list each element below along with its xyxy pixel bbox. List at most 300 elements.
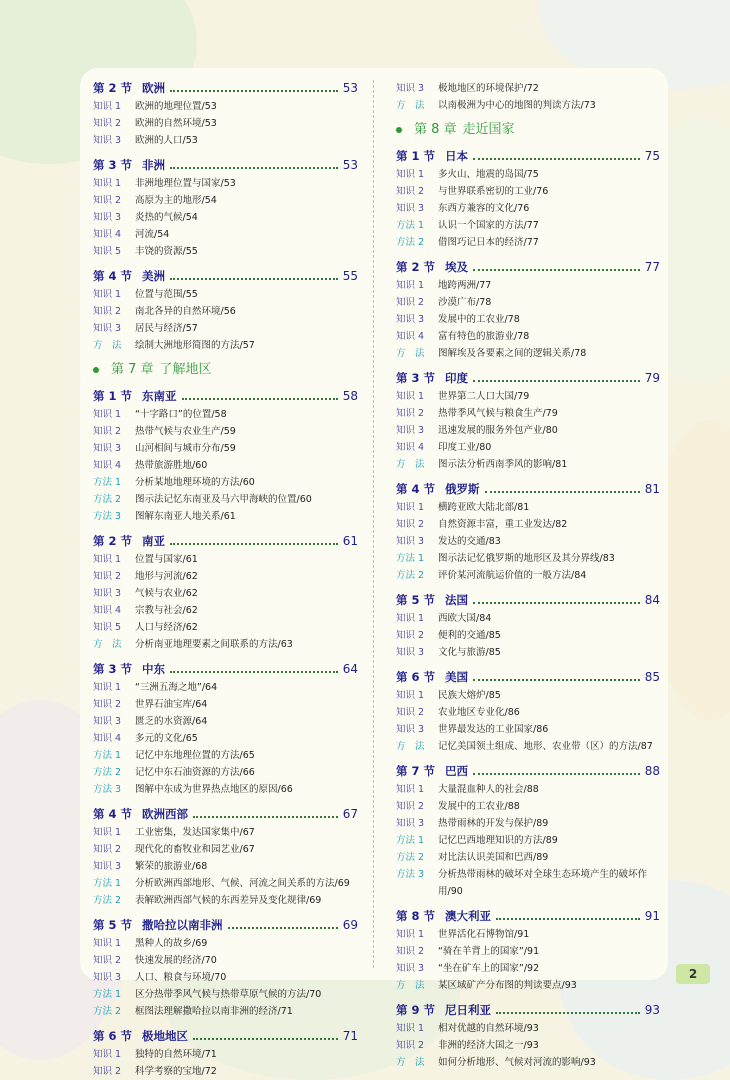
section-number: 第 6 节	[396, 670, 436, 684]
toc-entry[interactable]	[396, 311, 660, 328]
entry-text: 居民与经济/57	[135, 323, 198, 334]
section-heading[interactable]	[396, 148, 660, 166]
toc-entry[interactable]	[396, 183, 660, 200]
section-page: 84	[644, 593, 660, 607]
toc-entry[interactable]	[396, 439, 660, 456]
entry-label: 知识 2	[93, 699, 122, 710]
section-title: 印度	[445, 371, 469, 385]
entry-label: 知识 1	[396, 502, 425, 513]
toc-entry[interactable]	[93, 1003, 358, 1020]
section-heading[interactable]	[93, 917, 358, 935]
entry-text: 图解中东成为世界热点地区的原因/66	[135, 784, 293, 795]
entry-label: 知识 4	[93, 733, 122, 744]
leader-dots	[228, 927, 338, 929]
toc-entry[interactable]	[396, 345, 660, 362]
section-heading[interactable]	[93, 80, 358, 98]
entry-label: 知识 3	[93, 212, 122, 223]
toc-entry[interactable]	[396, 80, 660, 97]
entry-label: 知识 2	[396, 801, 425, 812]
entry-label: 方法 2	[396, 852, 425, 863]
entry-text: 图示法记忆东南亚及马六甲海峡的位置/60	[135, 494, 312, 505]
entry-text: 民族大熔炉/85	[438, 690, 501, 701]
entry-label: 知识 1	[396, 929, 425, 940]
leader-dots	[170, 167, 338, 169]
entry-text: 地形与河流/62	[135, 571, 198, 582]
section-number: 第 3 节	[396, 371, 436, 385]
entry-text: 工业密集，发达国家集中/67	[135, 827, 255, 838]
toc-entry[interactable]	[396, 550, 660, 567]
entry-label: 方 法	[93, 340, 122, 351]
toc-entry[interactable]	[93, 892, 358, 909]
entry-text: 热带旅游胜地/60	[135, 460, 208, 471]
section-number: 第 4 节	[93, 807, 133, 821]
chapter-heading	[396, 120, 660, 140]
section-heading[interactable]	[93, 806, 358, 824]
section-page: 64	[342, 662, 358, 676]
entry-text: 自然资源丰富，重工业发达/82	[438, 519, 568, 530]
entry-text: 记忆中东石油资源的方法/66	[135, 767, 255, 778]
leader-dots	[485, 491, 640, 493]
toc-entry[interactable]	[396, 977, 660, 994]
toc-entry[interactable]	[396, 1037, 660, 1054]
toc-entry[interactable]	[93, 303, 358, 320]
entry-text: 热带气候与农业生产/59	[135, 426, 236, 437]
toc-entry[interactable]	[396, 294, 660, 311]
leader-dots	[473, 380, 640, 382]
entry-label: 知识 3	[396, 818, 425, 829]
entry-label: 方法 2	[93, 1006, 122, 1017]
section-title: 欧洲西部	[142, 807, 189, 821]
entry-label: 方法 3	[93, 784, 122, 795]
toc-entry[interactable]	[396, 943, 660, 960]
entry-label: 方法 1	[93, 989, 122, 1000]
entry-label: 知识 2	[93, 306, 122, 317]
entry-label: 知识 1	[396, 169, 425, 180]
leader-dots	[496, 918, 640, 920]
entry-label: 方法 1	[396, 553, 425, 564]
section-number: 第 2 节	[93, 81, 133, 95]
entry-label: 知识 3	[93, 861, 122, 872]
entry-label: 方法 3	[93, 511, 122, 522]
toc-entry[interactable]	[396, 610, 660, 627]
entry-text: 文化与旅游/85	[438, 647, 501, 658]
entry-label: 知识 3	[396, 425, 425, 436]
entry-text: 某区域矿产分布图的判读要点/93	[438, 980, 577, 991]
toc-entry[interactable]	[93, 406, 358, 423]
leader-dots	[496, 1012, 640, 1014]
entry-label: 知识 5	[93, 246, 122, 257]
entry-label: 知识 2	[396, 297, 425, 308]
section-heading[interactable]	[93, 533, 358, 551]
toc-entry[interactable]	[93, 132, 358, 149]
entry-text: 发达的交通/83	[438, 536, 501, 547]
section-heading[interactable]	[93, 388, 358, 406]
section-heading[interactable]	[396, 908, 660, 926]
leader-dots	[473, 773, 640, 775]
entry-text: 非洲的经济大国之一/93	[438, 1040, 539, 1051]
entry-text: 相对优越的自然环境/93	[438, 1023, 539, 1034]
section-title: 日本	[445, 149, 469, 163]
toc-entry[interactable]	[396, 567, 660, 584]
entry-label: 方法 1	[93, 878, 122, 889]
entry-label: 方 法	[396, 980, 425, 991]
toc-entry[interactable]	[93, 226, 358, 243]
entry-text: 发展中的工农业/78	[438, 314, 520, 325]
toc-entry[interactable]	[93, 858, 358, 875]
toc-entry[interactable]	[93, 440, 358, 457]
toc-entry[interactable]	[93, 952, 358, 969]
section-page: 67	[342, 807, 358, 821]
toc-entry[interactable]	[396, 687, 660, 704]
section-title: 欧洲	[142, 81, 166, 95]
toc-entry[interactable]	[93, 969, 358, 986]
entry-label: 知识 2	[396, 946, 425, 957]
toc-entry[interactable]	[396, 166, 660, 183]
entry-label: 知识 2	[93, 1066, 122, 1077]
toc-entry[interactable]	[93, 320, 358, 337]
entry-text: 匮乏的水资源/64	[135, 716, 208, 727]
toc-entry[interactable]	[396, 1054, 660, 1071]
toc-entry[interactable]	[396, 499, 660, 516]
leader-dots	[170, 543, 338, 545]
toc-entry[interactable]	[93, 781, 358, 798]
leader-dots	[170, 90, 338, 92]
toc-entry[interactable]	[93, 602, 358, 619]
chapter-title: 了解地区	[159, 362, 212, 377]
toc-entry[interactable]	[93, 619, 358, 636]
toc-entry[interactable]	[396, 866, 660, 900]
toc-entry[interactable]	[93, 679, 358, 696]
section-heading[interactable]	[396, 370, 660, 388]
toc-entry[interactable]	[93, 175, 358, 192]
section-title: 美洲	[142, 269, 166, 283]
toc-entry[interactable]	[396, 234, 660, 251]
entry-text: 炎热的气候/54	[135, 212, 198, 223]
toc-entry[interactable]	[93, 1063, 358, 1080]
toc-left-column	[93, 80, 358, 1080]
section-page: 81	[644, 482, 660, 496]
entry-label: 方法 1	[396, 220, 425, 231]
section-number: 第 2 节	[93, 534, 133, 548]
toc-entry[interactable]	[396, 277, 660, 294]
toc-entry[interactable]	[396, 456, 660, 473]
entry-text: 繁荣的旅游业/68	[135, 861, 208, 872]
section-number: 第 5 节	[93, 918, 133, 932]
entry-label: 知识 1	[93, 101, 122, 112]
entry-label: 知识 3	[396, 203, 425, 214]
entry-text: 以南极洲为中心的地图的判读方法/73	[438, 100, 596, 111]
entry-label: 知识 3	[93, 323, 122, 334]
toc-entry[interactable]	[93, 115, 358, 132]
section-heading[interactable]	[396, 763, 660, 781]
section-number: 第 6 节	[93, 1029, 133, 1043]
entry-label: 方法 2	[93, 767, 122, 778]
toc-entry[interactable]	[93, 585, 358, 602]
section-number: 第 9 节	[396, 1003, 436, 1017]
entry-text: 山河相间与城市分布/59	[135, 443, 236, 454]
toc-entry[interactable]	[93, 1046, 358, 1063]
entry-label: 知识 1	[93, 1049, 122, 1060]
toc-entry[interactable]	[93, 935, 358, 952]
entry-label: 方法 3	[396, 869, 425, 880]
entry-text: 东西方兼容的文化/76	[438, 203, 530, 214]
entry-text: 非洲地理位置与国家/53	[135, 178, 236, 189]
section-heading[interactable]	[396, 1002, 660, 1020]
section-heading[interactable]	[396, 592, 660, 610]
section-page: 71	[342, 1029, 358, 1043]
entry-text: “三洲五海之地”/64	[135, 682, 218, 693]
entry-text: 位置与国家/61	[135, 554, 198, 565]
toc-entry[interactable]	[93, 841, 358, 858]
entry-label: 知识 3	[93, 972, 122, 983]
toc-entry[interactable]	[396, 217, 660, 234]
entry-text: 世界活化石博物馆/91	[438, 929, 530, 940]
leader-dots	[170, 671, 338, 673]
entry-text: 欧洲的人口/53	[135, 135, 198, 146]
page-number: 2	[676, 964, 710, 984]
section-heading[interactable]	[93, 661, 358, 679]
toc-entry[interactable]	[396, 328, 660, 345]
toc-entry[interactable]	[93, 636, 358, 653]
toc-entry[interactable]	[396, 798, 660, 815]
section-heading[interactable]	[93, 157, 358, 175]
section-title: 南亚	[142, 534, 166, 548]
entry-label: 知识 1	[93, 289, 122, 300]
section-number: 第 3 节	[93, 158, 133, 172]
entry-label: 知识 1	[396, 280, 425, 291]
entry-text: 沙漠广布/78	[438, 297, 492, 308]
entry-label: 方法 2	[396, 237, 425, 248]
entry-label: 方法 1	[396, 835, 425, 846]
entry-label: 知识 3	[93, 443, 122, 454]
entry-text: 图示法记忆俄罗斯的地形区及其分界线/83	[438, 553, 615, 564]
toc-entry[interactable]	[396, 926, 660, 943]
entry-text: 借图巧记日本的经济/77	[438, 237, 539, 248]
section-page: 93	[644, 1003, 660, 1017]
entry-text: 热带季风气候与粮食生产/79	[438, 408, 558, 419]
toc-entry[interactable]	[93, 764, 358, 781]
toc-entry[interactable]	[396, 200, 660, 217]
entry-text: 迅速发展的服务外包产业/80	[438, 425, 558, 436]
entry-text: 现代化的畜牧业和园艺业/67	[135, 844, 255, 855]
section-title: 俄罗斯	[445, 482, 480, 496]
entry-text: 位置与范围/55	[135, 289, 198, 300]
entry-text: 丰饶的资源/55	[135, 246, 198, 257]
toc-entry[interactable]	[396, 388, 660, 405]
section-number: 第 7 节	[396, 764, 436, 778]
section-page: 77	[644, 260, 660, 274]
section-page: 69	[342, 918, 358, 932]
entry-text: 高原为主的地形/54	[135, 195, 217, 206]
toc-entry[interactable]	[396, 960, 660, 977]
toc-entry[interactable]	[93, 192, 358, 209]
toc-entry[interactable]	[396, 97, 660, 114]
toc-entry[interactable]	[93, 568, 358, 585]
entry-label: 知识 4	[93, 460, 122, 471]
toc-entry[interactable]	[396, 627, 660, 644]
section-number: 第 2 节	[396, 260, 436, 274]
entry-text: 图解埃及各要素之间的逻辑关系/78	[438, 348, 587, 359]
toc-entry[interactable]	[396, 533, 660, 550]
section-heading[interactable]	[396, 259, 660, 277]
section-number: 第 4 节	[396, 482, 436, 496]
entry-label: 方法 2	[396, 570, 425, 581]
entry-label: 知识 2	[396, 519, 425, 530]
toc-entry[interactable]	[93, 423, 358, 440]
entry-label: 知识 2	[396, 1040, 425, 1051]
entry-text: 绘制大洲地形简图的方法/57	[135, 340, 255, 351]
toc-entry[interactable]	[93, 209, 358, 226]
entry-text: 富有特色的旅游业/78	[438, 331, 530, 342]
chapter-number: 第 7 章	[111, 362, 154, 377]
column-divider	[373, 80, 374, 968]
entry-text: 人口、粮食与环境/70	[135, 972, 227, 983]
entry-text: 记忆美国领土组成、地形、农业带（区）的方法/87	[438, 741, 653, 752]
toc-entry[interactable]	[93, 824, 358, 841]
chapter-bullet-icon	[93, 367, 99, 373]
entry-text: 印度工业/80	[438, 442, 492, 453]
entry-text: 区分热带季风气候与热带草原气候的方法/70	[135, 989, 322, 1000]
section-title: 非洲	[142, 158, 166, 172]
toc-entry[interactable]	[396, 644, 660, 661]
toc-entry[interactable]	[396, 721, 660, 738]
toc-entry[interactable]	[93, 98, 358, 115]
leader-dots	[473, 679, 640, 681]
entry-label: 知识 2	[93, 195, 122, 206]
entry-text: 欧洲的自然环境/53	[135, 118, 217, 129]
leader-dots	[193, 816, 338, 818]
entry-label: 知识 1	[396, 784, 425, 795]
toc-entry[interactable]	[93, 713, 358, 730]
entry-label: 知识 1	[396, 690, 425, 701]
toc-entry[interactable]	[396, 832, 660, 849]
toc-entry[interactable]	[396, 781, 660, 798]
chapter-bullet-icon	[396, 127, 402, 133]
section-page: 53	[342, 158, 358, 172]
entry-text: 科学考察的宝地/72	[135, 1066, 217, 1077]
entry-label: 方法 2	[93, 494, 122, 505]
entry-label: 知识 3	[396, 314, 425, 325]
toc-entry[interactable]	[396, 849, 660, 866]
section-heading[interactable]	[396, 669, 660, 687]
entry-text: 发展中的工农业/88	[438, 801, 520, 812]
entry-text: 横跨亚欧大陆北部/81	[438, 502, 530, 513]
chapter-heading	[93, 360, 358, 380]
entry-label: 知识 5	[93, 622, 122, 633]
section-title: 撒哈拉以南非洲	[142, 918, 223, 932]
toc-entry[interactable]	[396, 422, 660, 439]
entry-text: 河流/54	[135, 229, 170, 240]
entry-label: 知识 1	[93, 178, 122, 189]
section-number: 第 3 节	[93, 662, 133, 676]
toc-entry[interactable]	[93, 337, 358, 354]
entry-label: 知识 2	[396, 630, 425, 641]
section-page: 58	[342, 389, 358, 403]
entry-label: 知识 4	[93, 229, 122, 240]
entry-label: 知识 2	[93, 426, 122, 437]
toc-entry[interactable]	[93, 986, 358, 1003]
section-heading[interactable]	[93, 1028, 358, 1046]
entry-text: 记忆巴西地理知识的方法/89	[438, 835, 558, 846]
entry-text: 图示法分析西南季风的影响/81	[438, 459, 568, 470]
toc-entry[interactable]	[93, 286, 358, 303]
section-page: 61	[342, 534, 358, 548]
section-heading[interactable]	[396, 481, 660, 499]
entry-text: 世界石油宝库/64	[135, 699, 208, 710]
toc-entry[interactable]	[396, 704, 660, 721]
leader-dots	[193, 1038, 338, 1040]
section-number: 第 1 节	[93, 389, 133, 403]
section-number: 第 4 节	[93, 269, 133, 283]
entry-text: 气候与农业/62	[135, 588, 198, 599]
chapter-number: 第 8 章	[414, 122, 457, 137]
entry-text: 分析某地地理环境的方法/60	[135, 477, 255, 488]
entry-label: 知识 2	[93, 571, 122, 582]
toc-entry[interactable]	[93, 551, 358, 568]
toc-entry[interactable]	[396, 1020, 660, 1037]
entry-label: 知识 1	[93, 938, 122, 949]
entry-label: 知识 1	[93, 554, 122, 565]
entry-label: 知识 4	[396, 442, 425, 453]
toc-entry[interactable]	[93, 696, 358, 713]
entry-text: 快速发展的经济/70	[135, 955, 217, 966]
section-heading[interactable]	[93, 268, 358, 286]
section-page: 85	[644, 670, 660, 684]
entry-label: 方 法	[396, 741, 425, 752]
entry-label: 方法 2	[93, 895, 122, 906]
section-title: 巴西	[445, 764, 469, 778]
leader-dots	[473, 158, 640, 160]
section-title: 中东	[142, 662, 166, 676]
entry-text: 对比法认识美国和巴西/89	[438, 852, 549, 863]
entry-label: 知识 2	[93, 118, 122, 129]
leader-dots	[473, 269, 640, 271]
toc-entry[interactable]	[93, 491, 358, 508]
toc-entry[interactable]	[93, 875, 358, 892]
entry-label: 知识 3	[93, 588, 122, 599]
toc-entry[interactable]	[93, 457, 358, 474]
entry-text: 评价某河流航运价值的一般方法/84	[438, 570, 587, 581]
entry-text: 人口与经济/62	[135, 622, 198, 633]
entry-text: 分析热带雨林的破坏对全球生态环境产生的破坏作用/90	[438, 869, 648, 897]
toc-entry[interactable]	[396, 738, 660, 755]
entry-text: 分析欧洲西部地形、气候、河流之间关系的方法/69	[135, 878, 350, 889]
entry-text: 欧洲的地理位置/53	[135, 101, 217, 112]
toc-right-column	[396, 80, 660, 1071]
entry-text: 多元的文化/65	[135, 733, 198, 744]
section-title: 东南亚	[142, 389, 177, 403]
entry-text: 极地地区的环境保护/72	[438, 83, 539, 94]
toc-entry[interactable]	[93, 730, 358, 747]
toc-entry[interactable]	[396, 405, 660, 422]
entry-label: 知识 3	[396, 536, 425, 547]
entry-label: 知识 1	[93, 409, 122, 420]
entry-label: 知识 1	[396, 391, 425, 402]
toc-entry[interactable]	[396, 815, 660, 832]
toc-entry[interactable]	[396, 516, 660, 533]
entry-text: 与世界联系密切的工业/76	[438, 186, 549, 197]
toc-entry[interactable]	[93, 243, 358, 260]
toc-entry[interactable]	[93, 474, 358, 491]
toc-entry[interactable]	[93, 508, 358, 525]
entry-text: 独特的自然环境/71	[135, 1049, 217, 1060]
toc-entry[interactable]	[93, 747, 358, 764]
section-page: 88	[644, 764, 660, 778]
leader-dots	[170, 278, 338, 280]
entry-text: 记忆中东地理位置的方法/65	[135, 750, 255, 761]
entry-label: 方法 1	[93, 477, 122, 488]
section-title: 尼日利亚	[445, 1003, 492, 1017]
